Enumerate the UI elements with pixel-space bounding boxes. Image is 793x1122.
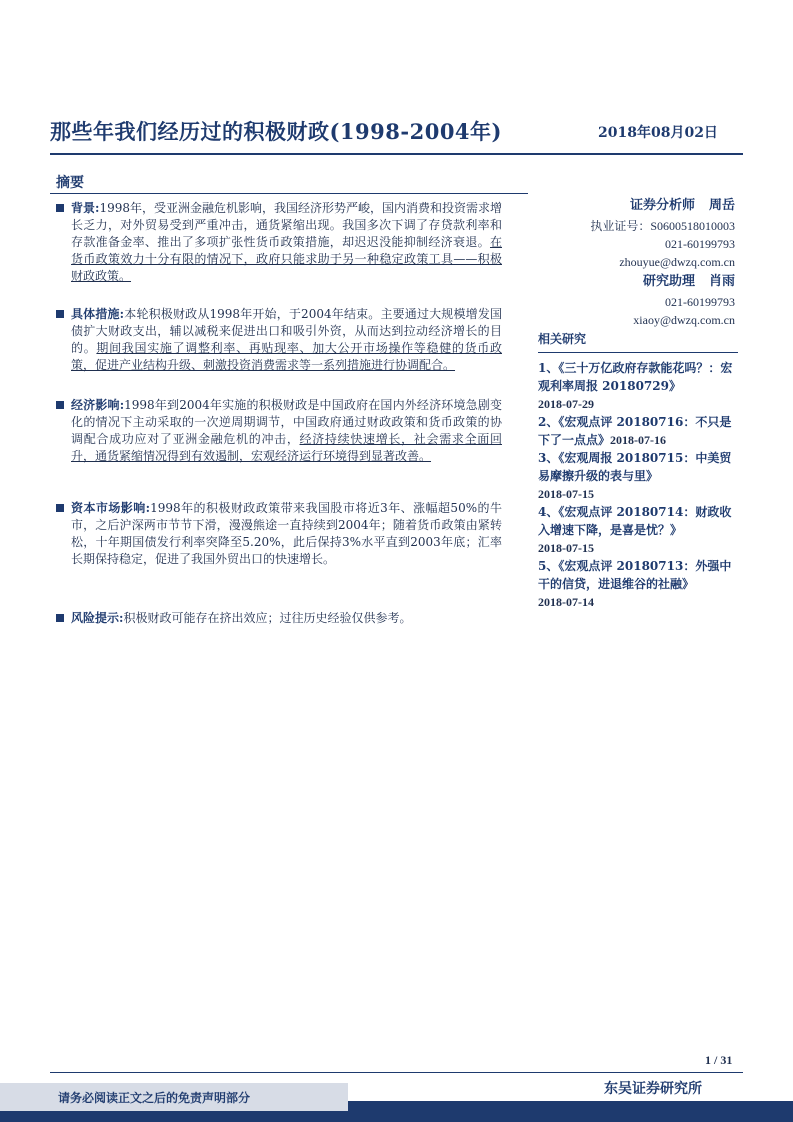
- firm-name: 东吴证券研究所: [604, 1081, 702, 1097]
- bullet-text: 1998年的积极财政政策带来我国股市将近3年、涨幅超50%的牛市，之后沪深两市节节下滑，漫漫熊途一直持续到2004年；随着货币政策由紧转松，十年期国债发行利率突降至5.20%，此后保持3%水平直到2003年底；汇率长期保持稳定，促进了我国外贸出口的快速增长。: [71, 501, 502, 566]
- summary-divider: [50, 193, 528, 194]
- page-number: 1 / 31: [705, 1053, 733, 1067]
- bullet-label: 风险提示:: [71, 611, 124, 625]
- bullet-text: 积极财政可能存在挤出效应；过往历史经验仅供参考。: [123, 611, 412, 625]
- summary-bullet-economic-impact: [56, 397, 502, 465]
- related-item-title[interactable]: 1、《三十万亿政府存款能花吗？：宏观利率周报 20180729》: [538, 361, 733, 393]
- analyst-info: [530, 195, 735, 329]
- summary-bullet-background: [56, 200, 502, 285]
- disclaimer-text: 请务必阅读正文之后的免责声明部分: [58, 1091, 251, 1105]
- disclaimer-box: [0, 1083, 348, 1111]
- bullet-label: 资本市场影响:: [71, 501, 151, 515]
- bullet-square-icon: [56, 614, 64, 622]
- analyst-row: [530, 195, 735, 217]
- summary-bullet-risk: [56, 610, 502, 627]
- assistant-role: 研究助理: [642, 274, 695, 289]
- bullet-square-icon: [56, 204, 64, 212]
- bullet-square-icon: [56, 504, 64, 512]
- bullet-square-icon: [56, 401, 64, 409]
- summary-bullet-measures: [56, 306, 502, 374]
- assistant-row: [530, 271, 735, 293]
- related-item-date: 2018-07-29: [538, 397, 594, 411]
- bullet-text: 1998年到2004年实施的积极财政是中国政府在国内外经济环境急剧变化的情况下主动采取的一次逆周期调节，中国政府通过财政政策和货币政策的协调配合成功应对了亚洲金融危机的冲击，: [71, 398, 502, 446]
- related-item-title[interactable]: [538, 413, 738, 449]
- bullet-label: 具体措施:: [71, 307, 125, 321]
- bullet-underlined-text: 经济持续快速增长，社会需求全面回升，通货紧缩情况得到有效遏制，宏观经济运行环境得到显著改善。: [71, 432, 502, 463]
- bullet-underlined-text: 在货币政策效力十分有限的情况下，政府只能求助于另一种稳定政策工具——积极财政政策。: [71, 235, 502, 283]
- report-date: 2018年08月02日: [598, 125, 718, 141]
- footer-band: [348, 1101, 793, 1122]
- bullet-text: 本轮积极财政从1998年开始，于2004年结束。主要通过大规模增发国债扩大财政支出，辅以减税来促进出口和吸引外资，从而达到拉动经济增长的目的。: [71, 307, 502, 355]
- related-divider: [538, 352, 738, 353]
- bullet-text: 1998年，受亚洲金融危机影响，我国经济形势严峻，国内消费和投资需求增长乏力，对外贸易受到严重冲击，通货紧缩出现。我国多次下调了存贷款利率和存款准备金率、推出了多项扩张性货币政策措施，却迟迟没能抑制经济衰退。: [71, 201, 502, 249]
- related-item-date: 2018-07-16: [610, 433, 667, 447]
- summary-bullet-capital-market: [56, 500, 502, 568]
- related-item-title[interactable]: 5、《宏观点评 20180713：外强中干的信贷，进退维谷的社融》: [538, 559, 732, 591]
- footer-band-left: [0, 1111, 348, 1122]
- bullet-underlined-text: 期间我国实施了调整利率、再贴现率、加大公开市场操作等稳健的货币政策，促进产业结构升级、刺激投资消费需求等一系列措施进行协调配合。: [71, 341, 502, 372]
- bullet-label: 背景:: [71, 201, 100, 215]
- related-research: [538, 330, 738, 611]
- license-number: 执业证号：S0600518010003: [590, 219, 735, 233]
- related-item-date: 2018-07-15: [538, 541, 594, 555]
- summary-heading: 摘要: [56, 175, 84, 191]
- assistant-name: 肖雨: [708, 274, 735, 289]
- assistant-email[interactable]: xiaoy@dwzq.com.cn: [633, 313, 735, 327]
- report-title: 那些年我们经历过的积极财政(1998-2004年): [50, 119, 502, 144]
- bullet-label: 经济影响:: [71, 398, 125, 412]
- analyst-phone: 021-60199793: [665, 237, 735, 251]
- related-item-date: 2018-07-15: [538, 487, 594, 501]
- related-item-date: 2018-07-14: [538, 595, 594, 609]
- bullet-square-icon: [56, 310, 64, 318]
- header-divider: [50, 153, 743, 155]
- analyst-email[interactable]: zhouyue@dwzq.com.cn: [619, 255, 735, 269]
- related-item-title[interactable]: 4、《宏观点评 20180714：财政收入增速下降，是喜是忧？》: [538, 505, 732, 537]
- footer-divider: [50, 1072, 743, 1073]
- related-item-title[interactable]: 3、《宏观周报 20180715：中美贸易摩擦升级的表与里》: [538, 451, 732, 483]
- analyst-name: 周岳: [708, 198, 735, 213]
- analyst-role: 证券分析师: [629, 198, 695, 213]
- assistant-phone: 021-60199793: [665, 295, 735, 309]
- related-research-heading: 相关研究: [538, 332, 587, 346]
- related-item-title-text: 2、《宏观点评 20180716：不只是下了一点点》: [538, 415, 732, 447]
